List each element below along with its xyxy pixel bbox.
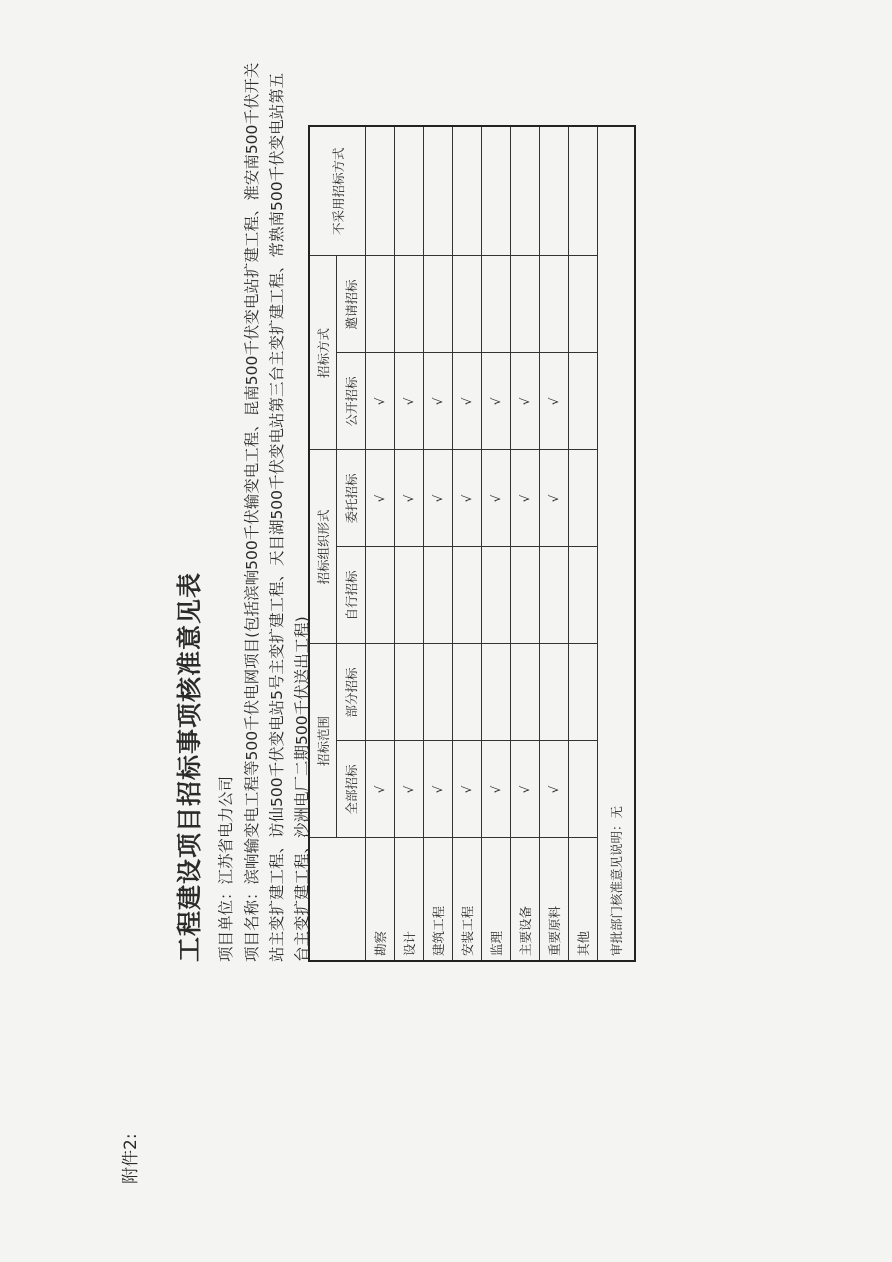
- subheader-partial: 部分招标: [337, 644, 366, 741]
- check-cell: [540, 547, 569, 644]
- check-cell: [511, 547, 540, 644]
- corner-cell: [309, 838, 366, 961]
- check-cell: √: [540, 353, 569, 450]
- table-row: [366, 126, 395, 961]
- check-cell: √: [482, 353, 511, 450]
- row-label: 重要原料: [540, 838, 569, 961]
- no-tender-cell: [511, 126, 540, 256]
- check-cell: [424, 547, 453, 644]
- check-cell: [569, 644, 598, 741]
- check-cell: [540, 256, 569, 353]
- check-cell: √: [511, 741, 540, 838]
- check-cell: [366, 256, 395, 353]
- check-cell: [482, 644, 511, 741]
- check-cell: [569, 450, 598, 547]
- check-cell: √: [453, 450, 482, 547]
- header-scope: 招标范围: [309, 644, 337, 838]
- check-cell: [424, 644, 453, 741]
- row-label: 建筑工程: [424, 838, 453, 961]
- tender-approval-table: [308, 125, 636, 962]
- subheader-entrusted: 委托招标: [337, 450, 366, 547]
- check-cell: √: [424, 353, 453, 450]
- check-cell: √: [395, 353, 424, 450]
- check-cell: [395, 547, 424, 644]
- subheader-self: 自行招标: [337, 547, 366, 644]
- row-label: 其他: [569, 838, 598, 961]
- subheader-full: 全部招标: [337, 741, 366, 838]
- table-row: [424, 126, 453, 961]
- table-row: [569, 126, 598, 961]
- check-cell: √: [482, 741, 511, 838]
- check-cell: [540, 644, 569, 741]
- check-cell: [395, 256, 424, 353]
- no-tender-cell: [424, 126, 453, 256]
- check-cell: [569, 741, 598, 838]
- row-label: 安装工程: [453, 838, 482, 961]
- check-cell: √: [366, 450, 395, 547]
- check-cell: √: [511, 353, 540, 450]
- project-text-1: 滨响输变电工程等500千伏电网项目(包括滨响500千伏输变电工程、昆南500千伏变电站扩建工程、淮安南500千伏开关: [243, 62, 261, 885]
- table-row: [482, 126, 511, 961]
- check-cell: √: [453, 741, 482, 838]
- unit-value: 江苏省电力公司: [217, 775, 235, 885]
- unit-label: 项目单位：: [217, 884, 235, 962]
- check-cell: √: [453, 353, 482, 450]
- check-cell: √: [511, 450, 540, 547]
- project-name-line-1: [240, 63, 262, 962]
- table-row: [453, 126, 482, 961]
- check-cell: [511, 644, 540, 741]
- row-label: 监理: [482, 838, 511, 961]
- check-cell: [569, 256, 598, 353]
- table-row: [540, 126, 569, 961]
- check-cell: √: [540, 741, 569, 838]
- subheader-invited: 邀请招标: [337, 256, 366, 353]
- check-cell: [569, 353, 598, 450]
- no-tender-cell: [366, 126, 395, 256]
- row-label: 主要设备: [511, 838, 540, 961]
- document-title: 工程建设项目招标事项核准意见表: [175, 571, 204, 962]
- project-name-line-3: 台主变扩建工程、沙洲电厂二期500千伏送出工程): [293, 616, 311, 962]
- check-cell: √: [482, 450, 511, 547]
- header-no-tender: 不采用招标方式: [309, 126, 366, 256]
- check-cell: [482, 256, 511, 353]
- project-label: 项目名称：: [243, 884, 261, 962]
- check-cell: [366, 547, 395, 644]
- check-cell: [453, 547, 482, 644]
- no-tender-cell: [482, 126, 511, 256]
- check-cell: [424, 256, 453, 353]
- subheader-open: 公开招标: [337, 353, 366, 450]
- attachment-label: 附件2:: [121, 1133, 141, 1184]
- no-tender-cell: [395, 126, 424, 256]
- no-tender-cell: [453, 126, 482, 256]
- check-cell: √: [395, 741, 424, 838]
- table-row: [511, 126, 540, 961]
- header-method: 招标方式: [309, 256, 337, 450]
- check-cell: √: [540, 450, 569, 547]
- no-tender-cell: [569, 126, 598, 256]
- table-row: [395, 126, 424, 961]
- approval-note: 审批部门核准意见说明：无: [598, 126, 635, 961]
- check-cell: [511, 256, 540, 353]
- check-cell: [453, 256, 482, 353]
- row-label: 勘察: [366, 838, 395, 961]
- project-name-line-2: 站主变扩建工程、访仙500千伏变电站5号主变扩建工程、天目湖500千伏变电站第三台主变扩建工程、常熟南500千伏变电站第五: [268, 72, 286, 962]
- check-cell: [569, 547, 598, 644]
- row-label: 设计: [395, 838, 424, 961]
- check-cell: √: [424, 450, 453, 547]
- check-cell: [482, 547, 511, 644]
- header-organization: 招标组织形式: [309, 450, 337, 644]
- project-unit-line: [214, 776, 236, 962]
- no-tender-cell: [540, 126, 569, 256]
- check-cell: √: [395, 450, 424, 547]
- check-cell: [453, 644, 482, 741]
- check-cell: [366, 644, 395, 741]
- check-cell: √: [366, 741, 395, 838]
- check-cell: √: [424, 741, 453, 838]
- check-cell: [395, 644, 424, 741]
- check-cell: √: [366, 353, 395, 450]
